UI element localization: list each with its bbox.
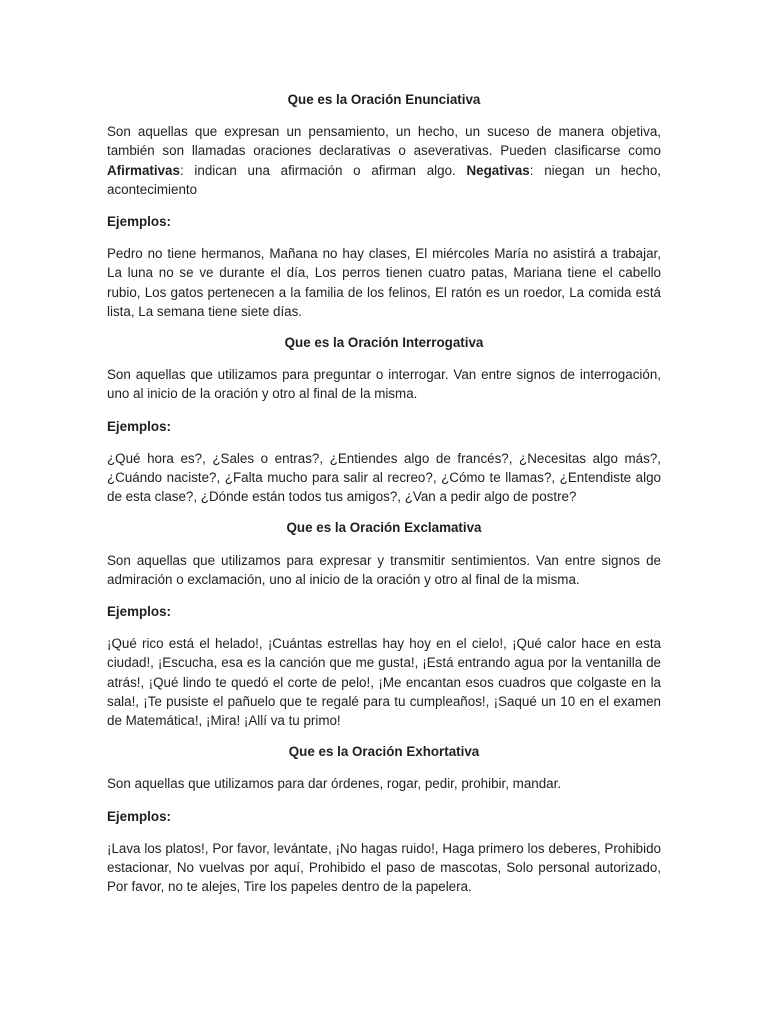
examples-paragraph: Pedro no tiene hermanos, Mañana no hay clases, El miércoles María no asistirá a trabajar, La luna no se ve durante el día, Los perros tienen cuatro patas, Mariana tiene el cabello rubio, Los gatos pertenecen a la familia de los felinos, El ratón es un roedor, La comida está lista, La semana tiene siete días.: [107, 246, 661, 319]
definition-text-1: : indican una afirmación o afirman algo.: [179, 162, 467, 178]
section-title: Que es la Oración Exhortativa: [288, 744, 480, 760]
examples-label: Ejemplos:: [107, 604, 171, 620]
definition-paragraph: Son aquellas que utilizamos para expresar y transmitir sentimientos. Van entre signos de admiración o exclamación, uno al inicio de la oración y otro al final de la misma.: [107, 552, 661, 587]
term-afirmativas: Afirmativas: [107, 162, 180, 178]
section-enunciativa: [107, 90, 661, 321]
examples-paragraph: ¡Qué rico está el helado!, ¡Cuántas estrellas hay hoy en el cielo!, ¡Qué calor hace en esta ciudad!, ¡Escucha, esa es la canción que me gusta!, ¡Está entrando agua por la ventanilla de atrás!, ¡Qué lindo te quedó el corte de pelo!, ¡Me encantan esos cuadros que colgaste en la sala!, ¡Te pusiste el pañuelo que te regalé para tu cumpleaños!, ¡Saqué un 10 en el examen de Matemática!, ¡Mira! ¡Allí va tu primo!: [107, 636, 661, 729]
examples-label: Ejemplos:: [107, 808, 171, 824]
section-exclamativa: [107, 518, 661, 730]
section-title: Que es la Oración Exclamativa: [286, 520, 482, 536]
definition-paragraph: Son aquellas que utilizamos para dar órdenes, rogar, pedir, prohibir, mandar.: [107, 776, 562, 792]
section-exhortativa: [107, 742, 661, 896]
examples-label: Ejemplos:: [107, 214, 171, 230]
examples-paragraph: ¡Lava los platos!, Por favor, levántate, ¡No hagas ruido!, Haga primero los deberes, Prohibido estacionar, No vuelvas por aquí, Prohibido el paso de mascotas, Solo personal autorizado, Por favor, no te alejes, Tire los papeles dentro de la papelera.: [107, 840, 661, 895]
section-title: Que es la Oración Interrogativa: [284, 335, 484, 351]
term-negativas: Negativas: [466, 162, 530, 178]
document-page: [107, 90, 661, 909]
section-interrogativa: [107, 333, 661, 506]
definition-intro: Son aquellas que expresan un pensamiento, un hecho, un suceso de manera objetiva, también son llamadas oraciones declarativas o aseverativas. Pueden clasificarse como: [107, 124, 661, 159]
section-title: Que es la Oración Enunciativa: [287, 92, 481, 107]
definition-paragraph: Son aquellas que utilizamos para preguntar o interrogar. Van entre signos de interrogación, uno al inicio de la oración y otro al final de la misma.: [107, 367, 661, 402]
examples-label: Ejemplos:: [107, 418, 171, 434]
examples-paragraph: ¿Qué hora es?, ¿Sales o entras?, ¿Entiendes algo de francés?, ¿Necesitas algo más?, ¿Cuándo naciste?, ¿Falta mucho para salir al recreo?, ¿Cómo te llamas?, ¿Entendiste algo de esta clase?, ¿Dónde están todos tus amigos?, ¿Van a pedir algo de postre?: [107, 450, 661, 505]
definition-paragraph: [107, 122, 661, 199]
definition-text-2: : niegan un hecho, acontecimiento: [107, 162, 661, 197]
